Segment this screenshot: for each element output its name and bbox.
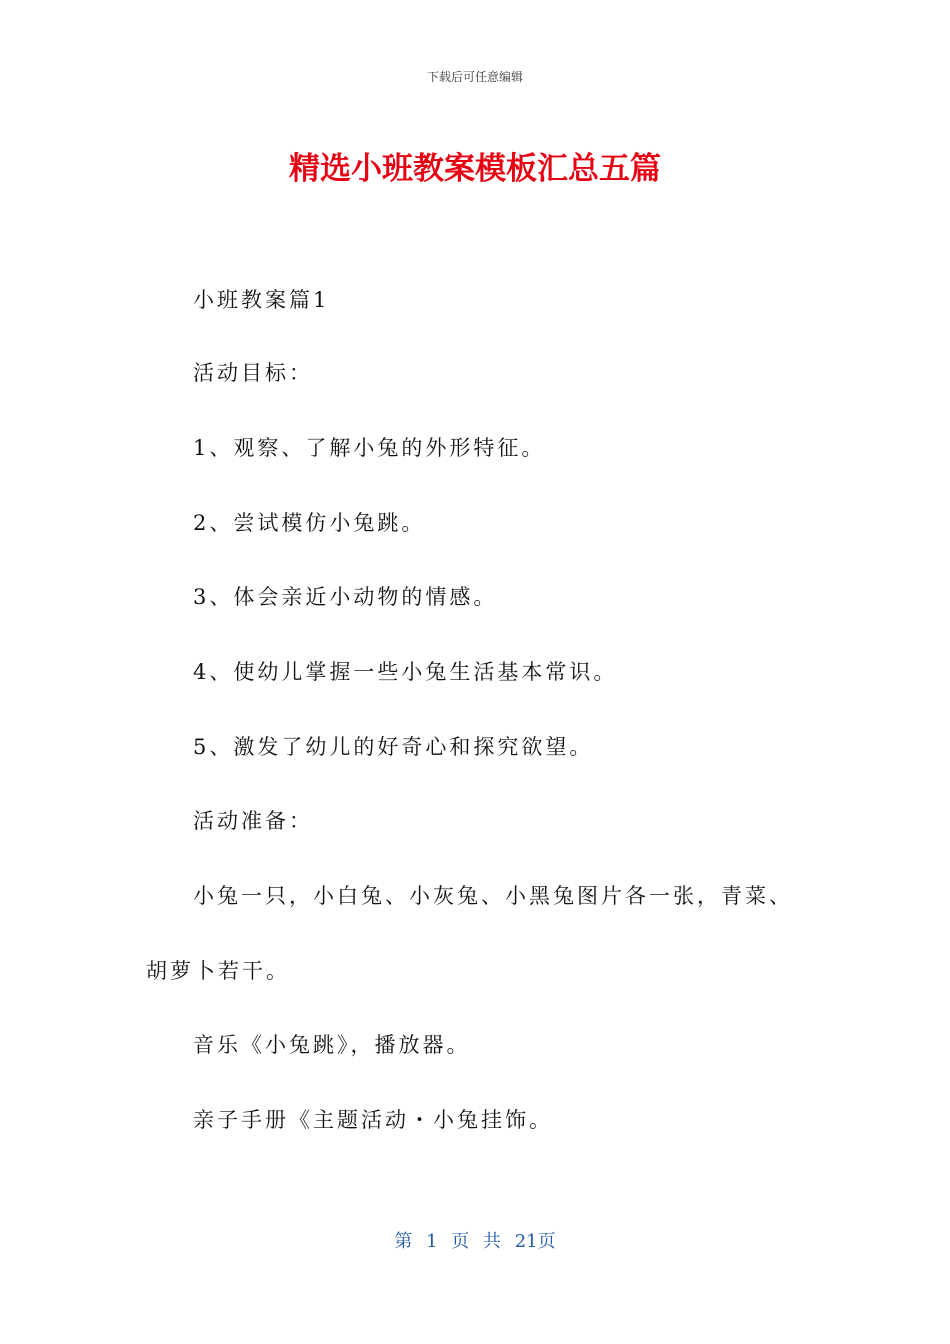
paragraph-line: 2、尝试模仿小兔跳。 (193, 511, 426, 535)
paragraph-line: 3、体会亲近小动物的情感。 (193, 585, 498, 609)
paragraph-line-continued: 胡萝卜若干。 (146, 959, 290, 983)
page-footer: 第 1 页 共 21页 (394, 1231, 556, 1252)
section-heading: 小班教案篇1 (193, 288, 330, 312)
paragraph-line: 4、使幼儿掌握一些小兔生活基本常识。 (193, 660, 618, 684)
paragraph-line: 音乐《小兔跳》，播放器。 (193, 1033, 471, 1057)
subheading-goals: 活动目标： (193, 361, 313, 385)
header-note: 下载后可任意编辑 (426, 70, 523, 84)
subheading-preparation: 活动准备： (193, 809, 313, 833)
paragraph-line: 1、观察、了解小兔的外形特征。 (193, 436, 546, 460)
paragraph-line: 小兔一只，小白兔、小灰兔、小黑兔图片各一张，青菜、 (193, 884, 793, 908)
paragraph-line: 亲子手册《主题活动・小兔挂饰。 (193, 1108, 553, 1132)
paragraph-line: 5、激发了幼儿的好奇心和探究欲望。 (193, 735, 594, 759)
document-title: 精选小班教案模板汇总五篇 (289, 151, 661, 187)
